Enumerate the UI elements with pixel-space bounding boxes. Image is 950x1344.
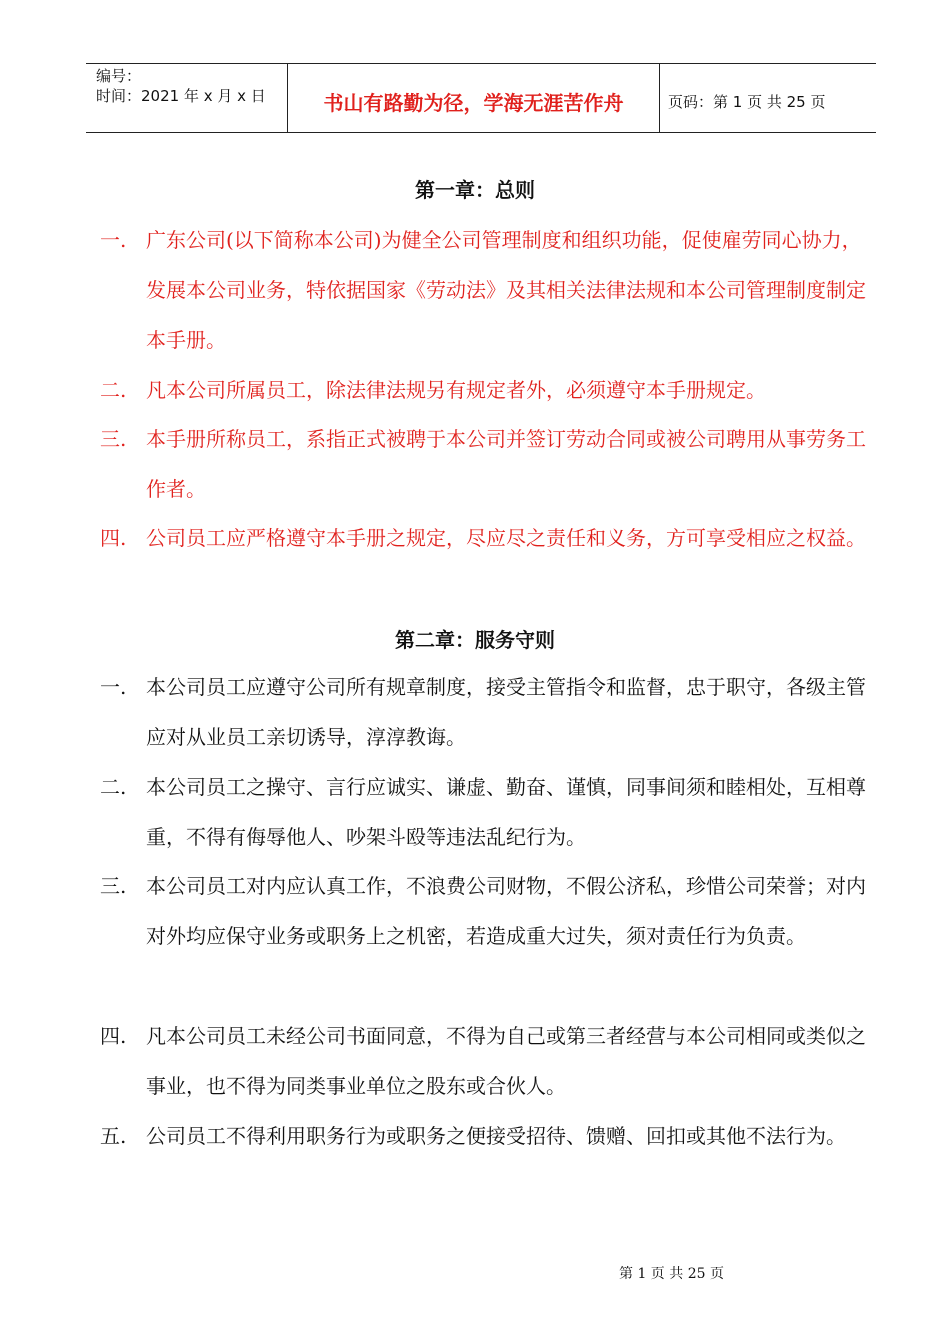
chapter-2-item-5 bbox=[100, 1111, 880, 1161]
item-text: 本公司员工对内应认真工作，不浪费公司财物，不假公济私，珍惜公司荣誉；对内对外均应保守业务或职务上之机密，若造成重大过失，须对责任行为负责。 bbox=[146, 874, 866, 948]
chapter-1-item-4 bbox=[100, 513, 880, 563]
chapter-2-item-1 bbox=[100, 662, 880, 762]
item-number: 二. bbox=[100, 378, 127, 402]
item-number: 四. bbox=[100, 1024, 127, 1048]
header-page-info: 页码：第 1 页 共 25 页 bbox=[668, 92, 826, 111]
chapter-2-item-4 bbox=[100, 1011, 880, 1111]
item-number: 二. bbox=[100, 775, 127, 799]
item-text: 本公司员工应遵守公司所有规章制度，接受主管指令和监督，忠于职守，各级主管应对从业员工亲切诱导，淳淳教诲。 bbox=[146, 675, 866, 749]
item-number: 五. bbox=[100, 1124, 127, 1148]
item-number: 三. bbox=[100, 427, 127, 451]
footer-page-number: 第 1 页 共 25 页 bbox=[619, 1266, 724, 1282]
item-text: 凡本公司员工未经公司书面同意，不得为自己或第三者经营与本公司相同或类似之事业，也不得为同类事业单位之股东或合伙人。 bbox=[146, 1024, 866, 1098]
item-text: 凡本公司所属员工，除法律法规另有规定者外，必须遵守本手册规定。 bbox=[146, 378, 766, 402]
chapter-1-item-3 bbox=[100, 414, 880, 514]
chapter-1-title: 第一章：总则 bbox=[415, 178, 535, 202]
chapter-2-item-2 bbox=[100, 762, 880, 862]
header-meta bbox=[86, 64, 288, 132]
chapter-1-item-1 bbox=[100, 215, 880, 365]
header-motto: 书山有路勤为径，学海无涯苦作舟 bbox=[288, 64, 660, 132]
item-text: 本公司员工之操守、言行应诚实、谦虚、勤奋、谨慎，同事间须和睦相处，互相尊重，不得有侮辱他人、吵架斗殴等违法乱纪行为。 bbox=[146, 775, 866, 849]
chapter-2-item-3 bbox=[100, 861, 880, 961]
item-text: 广东公司(以下简称本公司)为健全公司管理制度和组织功能，促使雇劳同心协力，发展本公司业务，特依据国家《劳动法》及其相关法律法规和本公司管理制度制定本手册。 bbox=[146, 228, 866, 352]
page-header bbox=[86, 63, 876, 133]
item-number: 一. bbox=[100, 228, 127, 252]
item-text: 公司员工应严格遵守本手册之规定，尽应尽之责任和义务，方可享受相应之权益。 bbox=[146, 526, 866, 550]
item-number: 一. bbox=[100, 675, 127, 699]
chapter-1-item-2 bbox=[100, 365, 880, 415]
item-number: 三. bbox=[100, 874, 127, 898]
item-text: 本手册所称员工，系指正式被聘于本公司并签订劳动合同或被公司聘用从事劳务工作者。 bbox=[146, 427, 866, 501]
serial-label: 编号： bbox=[96, 67, 142, 85]
item-text: 公司员工不得利用职务行为或职务之便接受招待、馈赠、回扣或其他不法行为。 bbox=[146, 1124, 846, 1148]
time-label: 时间：2021 年 x 月 x 日 bbox=[96, 87, 266, 105]
item-number: 四. bbox=[100, 526, 127, 550]
chapter-2-title: 第二章：服务守则 bbox=[395, 628, 555, 652]
